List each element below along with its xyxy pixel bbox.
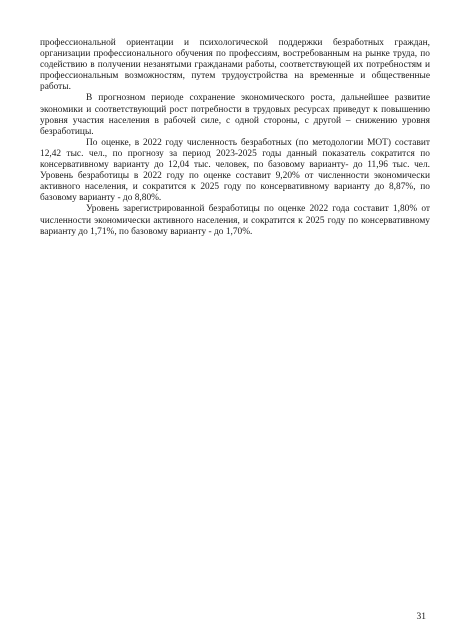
paragraph-unemployed-count: По оценке, в 2022 году численность безработных (по методологии МОТ) составит 12,42 тыс. чел., по прогнозу за период 2023-2025 годы данный показатель сократится по консервативному варианту до 12,04 тыс. человек, по базовому варианту- до 11,96 тыс. чел. Уровень безработицы в 2022 году по оценке составит 9,20% от численности экономически активного населения, и сократится к 2025 году по консервативному варианту до 8,87%, по базовому варианту - до 8,80%.: [40, 137, 430, 204]
body-text: [40, 38, 430, 238]
paragraph-registered-unemployment: Уровень зарегистрированной безработицы по оценке 2022 года составит 1,80% от численности экономически активного населения, и сократится к 2025 году по консервативному варианту до 1,71%, по базовому варианту - до 1,70%.: [40, 204, 430, 237]
page-number: 31: [416, 612, 426, 622]
paragraph-continuation: профессиональной ориентации и психологической поддержки безработных граждан, организации профессионального обучения по профессиям, востребованным на рынке труда, по содействию в получении незанятыми гражданами работы, соответствующей их потребностям и профессиональным возможностям, путем трудоустройства на временные и общественные работы.: [40, 38, 430, 93]
paragraph-forecast-growth: В прогнозном периоде сохранение экономического роста, дальнейшее развитие экономики и соответствующий рост потребности в трудовых ресурсах приведут к повышению уровня участия населения в рабочей силе, с одной стороны, с другой – снижению уровня безработицы.: [40, 93, 430, 137]
